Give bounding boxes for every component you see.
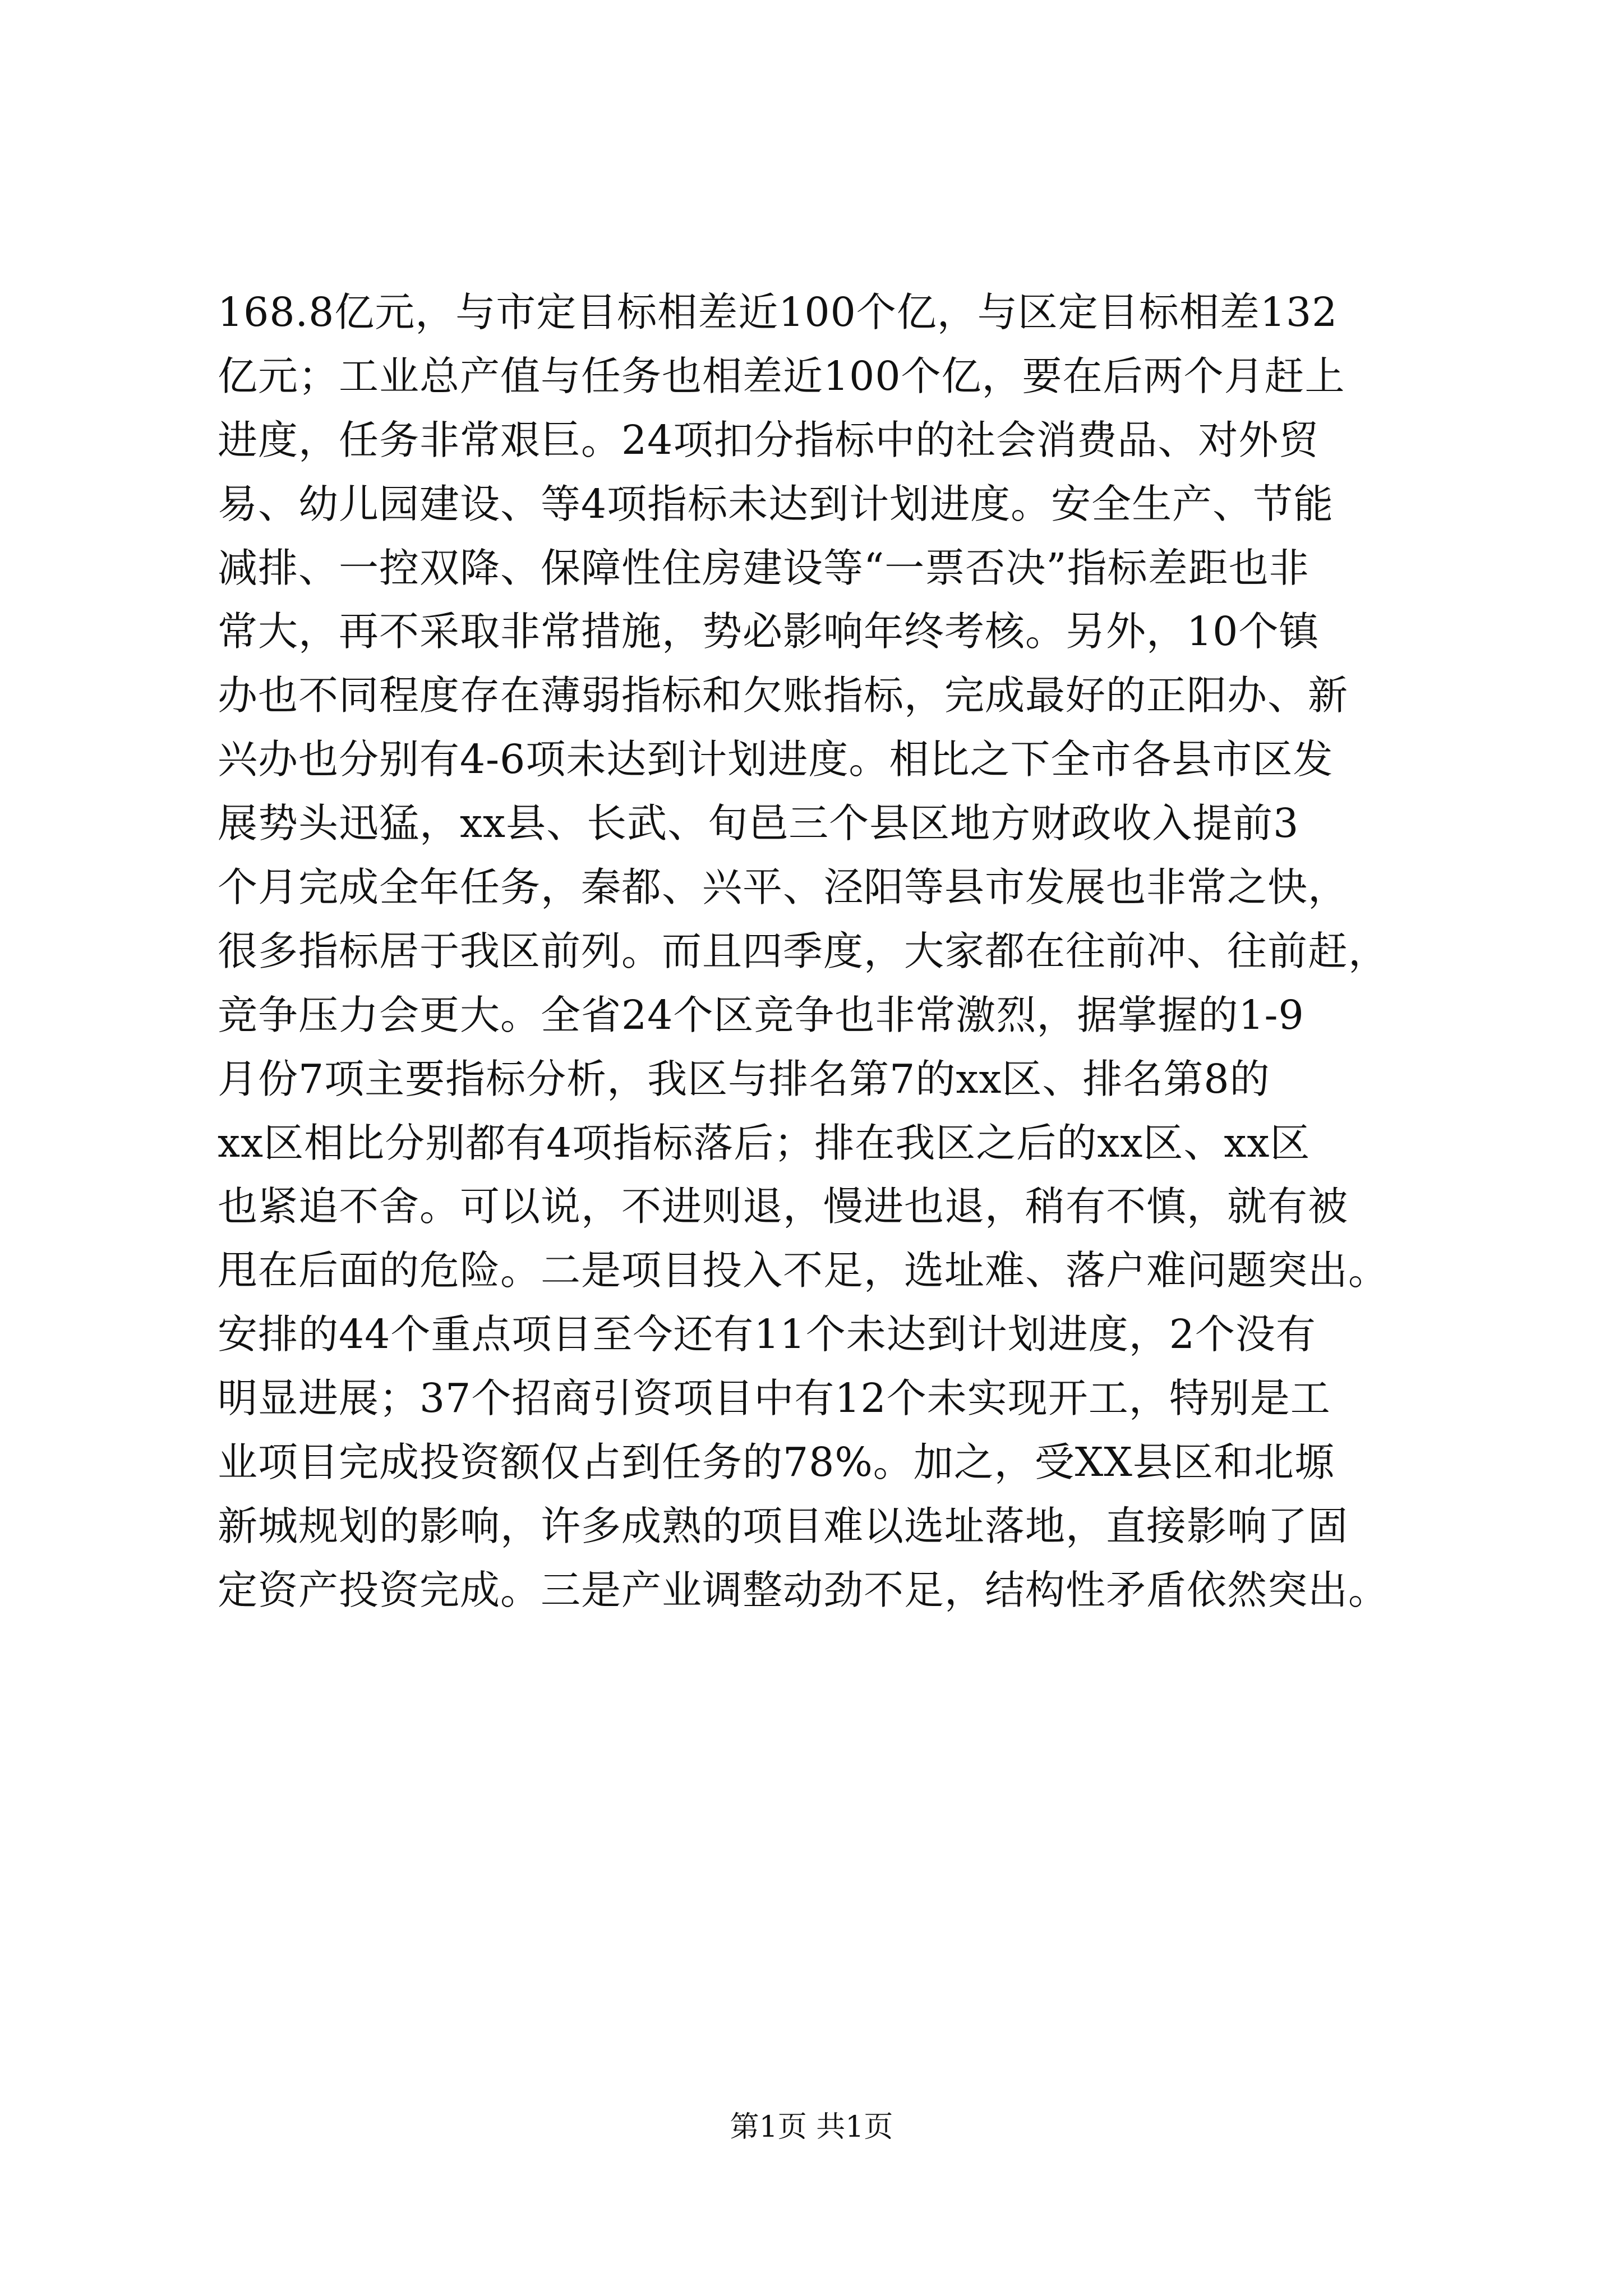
text-line-9: 展势头迅猛，xx县、长武、旬邑三个县区地方财政收入提前3	[218, 800, 1299, 847]
text-line-21: 定资产投资完成。三是产业调整动劲不足，结构性矛盾依然突出。	[218, 1566, 1389, 1613]
text-line-18: 明显进展；37个招商引资项目中有12个未实现开工，特别是工	[218, 1375, 1331, 1422]
text-line-20: 新城规划的影响，许多成熟的项目难以选址落地，直接影响了固	[218, 1502, 1349, 1549]
text-line-15: 也紧追不舍。可以说，不进则退，慢进也退，稍有不慎，就有被	[218, 1183, 1349, 1230]
text-line-1: 168.8亿元，与市定目标相差近100个亿，与区定目标相差132	[218, 289, 1338, 335]
text-line-7: 办也不同程度存在薄弱指标和欠账指标，完成最好的正阳办、新	[218, 672, 1349, 719]
text-line-13: 月份7项主要指标分析，我区与排名第7的xx区、排名第8的	[218, 1055, 1270, 1102]
body-text	[218, 280, 1412, 1622]
text-line-16: 甩在后面的危险。二是项目投入不足，选址难、落户难问题突出。	[218, 1247, 1389, 1294]
text-line-5: 减排、一控双降、保障性住房建设等“一票否决”指标差距也非	[218, 544, 1310, 591]
text-line-2: 亿元；工业总产值与任务也相差近100个亿，要在后两个月赶上	[218, 352, 1345, 399]
text-line-12: 竞争压力会更大。全省24个区竞争也非常激烈，据掌握的1-9	[218, 991, 1304, 1038]
text-line-14: xx区相比分别都有4项指标落后；排在我区之后的xx区、xx区	[218, 1119, 1311, 1166]
text-line-3: 进度，任务非常艰巨。24项扣分指标中的社会消费品、对外贸	[218, 416, 1320, 463]
text-line-11: 很多指标居于我区前列。而且四季度，大家都在往前冲、往前赶，	[218, 927, 1389, 974]
text-line-17: 安排的44个重点项目至今还有11个未达到计划进度，2个没有	[218, 1311, 1316, 1358]
text-line-19: 业项目完成投资额仅占到任务的78%。加之，受XX县区和北塬	[218, 1439, 1335, 1486]
page-footer: 第1页 共1页	[730, 2110, 893, 2144]
text-line-10: 个月完成全年任务，秦都、兴平、泾阳等县市发展也非常之快，	[218, 864, 1349, 911]
text-line-4: 易、幼儿园建设、等4项指标未达到计划进度。安全生产、节能	[218, 480, 1334, 527]
text-line-8: 兴办也分别有4-6项未达到计划进度。相比之下全市各县市区发	[218, 736, 1334, 783]
text-line-6: 常大，再不采取非常措施，势必影响年终考核。另外，10个镇	[218, 608, 1320, 655]
